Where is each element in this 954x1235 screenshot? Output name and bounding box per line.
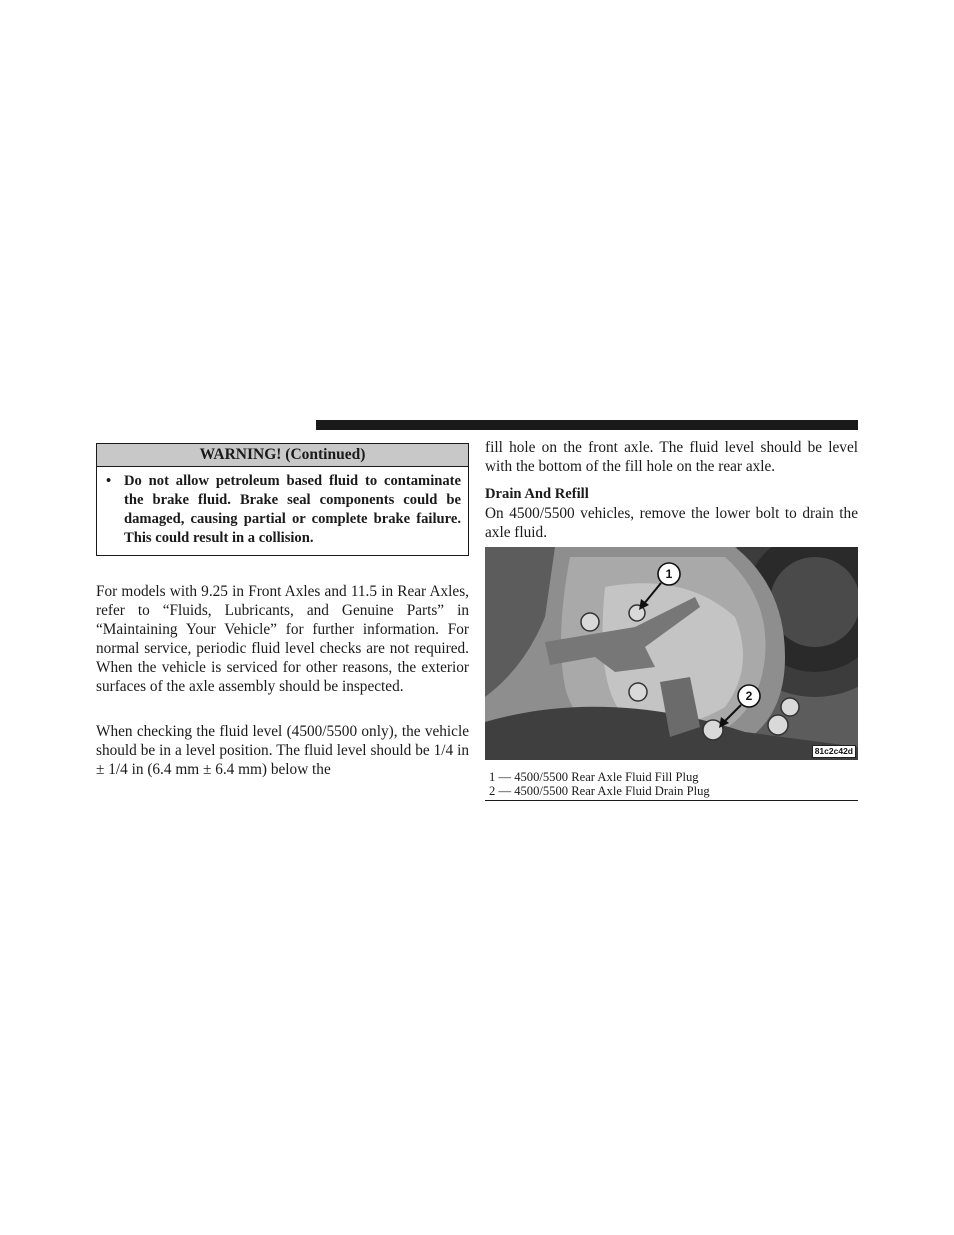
caption-line: 1 — 4500/5500 Rear Axle Fluid Fill Plug [489,770,699,784]
paragraph-drain: On 4500/5500 vehicles, remove the lower bolt to drain the axle fluid. [485,505,858,541]
bullet-icon: • [106,473,112,489]
caption-line: 2 — 4500/5500 Rear Axle Fluid Drain Plug [489,784,710,798]
paragraph-fill-hole: fill hole on the front axle. The fluid level should be level with the bottom of the fill hole on the rear axle. [485,439,858,475]
warning-title: WARNING! (Continued) [97,444,468,467]
callout-2: 2 [745,689,753,703]
warning-column [96,443,469,556]
axle-figure [485,547,858,760]
figure-code: 81c2c42d [812,745,856,758]
paragraph-axle-models: For models with 9.25 in Front Axles and 11.5 in Rear Axles, refer to “Fluids, Lubricants, and Genuine Parts” in “Maintaining Your Vehicle” for further information. For normal service, periodic fluid level checks are not required. When the vehicle is serviced for other reasons, the exterior surfaces of the axle assembly should be inspected. [96,583,469,695]
header-bar [316,420,858,430]
warning-body [97,467,468,555]
figure-caption [485,770,858,801]
paragraph-fluid-level: When checking the fluid level (4500/5500 only), the vehicle should be in a level position. The fluid level should be 1/4 in ± 1/4 in (6.4 mm ± 6.4 mm) below the [96,723,469,778]
callout-1: 1 [665,567,673,581]
warning-item-text: Do not allow petroleum based fluid to contaminate the brake fluid. Brake seal components could be damaged, causing partial or complete brake failure. This could result in a collision. [124,473,461,546]
warning-box [96,443,469,556]
section-heading-drain-refill: Drain And Refill [485,486,589,502]
warning-item [104,472,461,548]
